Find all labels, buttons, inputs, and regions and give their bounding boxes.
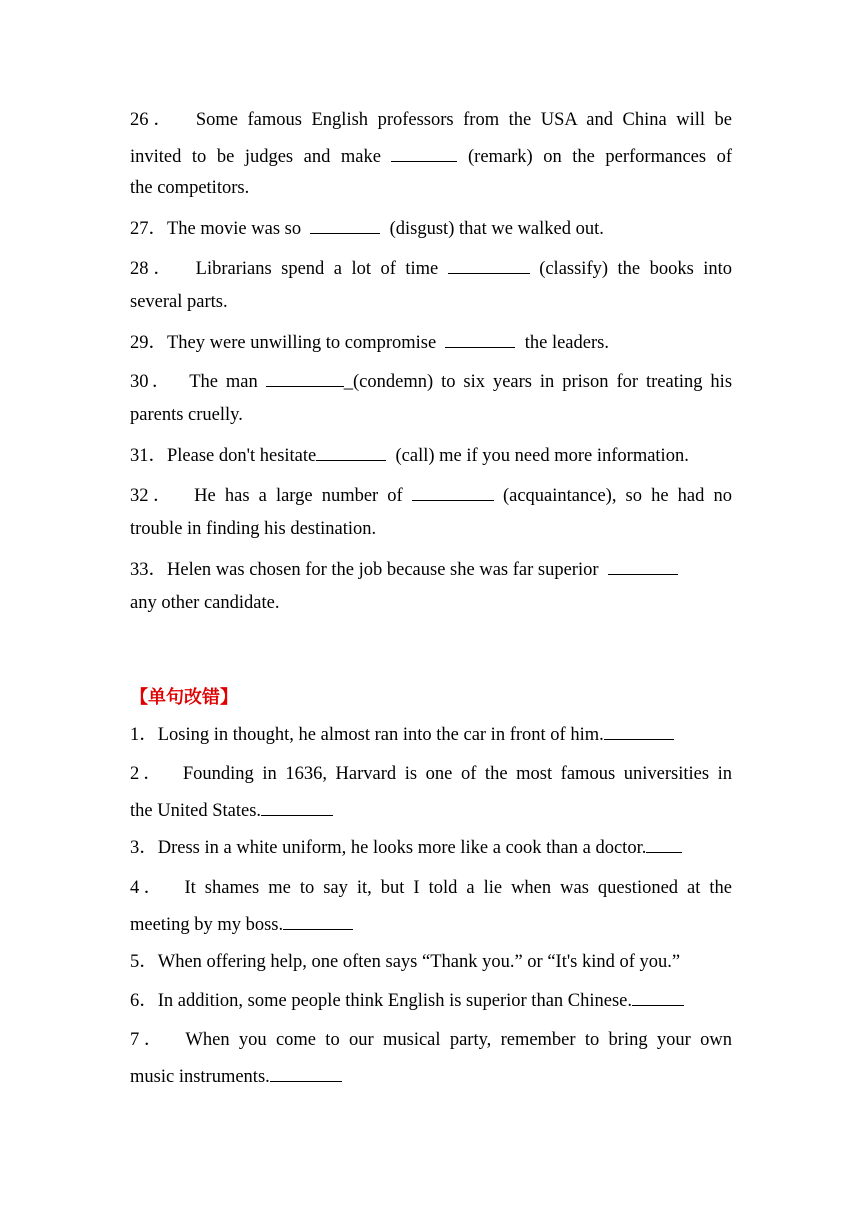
answer-blank[interactable]: [316, 442, 386, 461]
correction-5: 5．When offering help, one often says “Thank you.” or “It's kind of you.”: [130, 952, 681, 972]
question-26-line-1: 26． Some famous English professors from the USA and China will be: [130, 110, 732, 130]
correction-4-line-2: meeting by my boss.: [130, 911, 353, 936]
question-32-line-2: trouble in finding his destination.: [130, 519, 377, 539]
question-32-line-1: 32． He has a large number of (acquaintance), so he had no: [130, 481, 732, 507]
answer-blank[interactable]: [261, 797, 333, 816]
correction-2-line-1: 2． Founding in 1636, Harvard is one of the most famous universities in: [130, 764, 732, 784]
answer-blank[interactable]: [604, 721, 674, 740]
answer-blank[interactable]: [646, 834, 682, 853]
question-26-line-2: invited to be judges and make (remark) on the performances of: [130, 143, 732, 168]
correction-7-line-1: 7． When you come to our musical party, remember to bring your own: [130, 1030, 732, 1050]
question-31: 31．Please don't hesitate (call) me if you need more information.: [130, 441, 689, 467]
answer-blank[interactable]: [608, 556, 678, 575]
correction-7-line-2: music instruments.: [130, 1063, 342, 1088]
answer-blank[interactable]: [632, 987, 684, 1006]
answer-blank[interactable]: [270, 1063, 342, 1082]
answer-blank[interactable]: [445, 329, 515, 348]
correction-3: 3．Dress in a white uniform, he looks more like a cook than a doctor.: [130, 833, 682, 859]
answer-blank[interactable]: [283, 911, 353, 930]
question-30-line-2: parents cruelly.: [130, 405, 243, 425]
answer-blank[interactable]: [448, 255, 530, 274]
question-28-line-1: 28． Librarians spend a lot of time (classify) the books into: [130, 254, 732, 280]
question-27: 27．The movie was so (disgust) that we walked out.: [130, 214, 604, 240]
correction-4-line-1: 4． It shames me to say it, but I told a lie when was questioned at the: [130, 878, 732, 898]
correction-1: 1．Losing in thought, he almost ran into the car in front of him.: [130, 720, 674, 746]
answer-blank[interactable]: [412, 482, 494, 501]
answer-blank[interactable]: [266, 368, 344, 387]
question-26-line-3: the competitors.: [130, 178, 250, 198]
correction-6: 6．In addition, some people think English is superior than Chinese.: [130, 986, 684, 1012]
section-title: 【单句改错】: [130, 687, 238, 708]
question-30-line-1: 30． The man _(condemn) to six years in prison for treating his: [130, 367, 732, 393]
question-33-line-2: any other candidate.: [130, 593, 280, 613]
correction-2-line-2: the United States.: [130, 797, 333, 822]
answer-blank[interactable]: [310, 215, 380, 234]
answer-blank[interactable]: [391, 143, 457, 162]
question-29: 29．They were unwilling to compromise the leaders.: [130, 328, 609, 354]
question-33-line-1: 33．Helen was chosen for the job because she was far superior: [130, 555, 678, 581]
question-28-line-2: several parts.: [130, 292, 228, 312]
